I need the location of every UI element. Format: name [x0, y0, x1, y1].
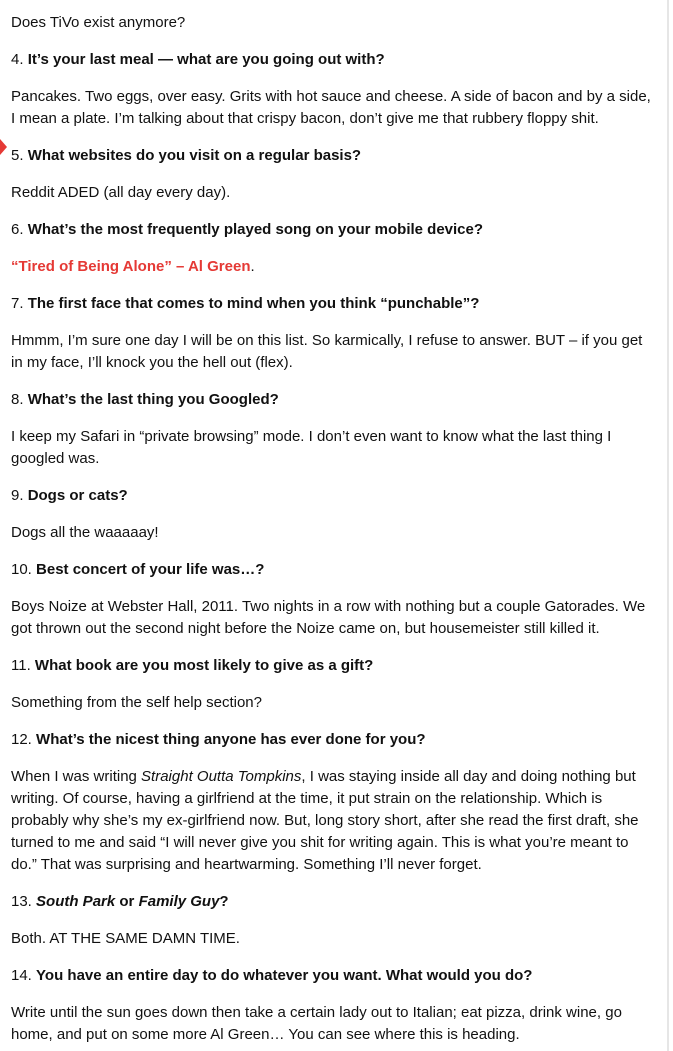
- answer-6: “Tired of Being Alone” – Al Green.: [11, 258, 255, 275]
- answer-9: Dogs all the waaaaay!: [11, 524, 159, 541]
- answer-7: Hmmm, I’m sure one day I will be on this list. So karmically, I refuse to answer. BUT – if you get in my face, I’ll knock you the hell out (flex).: [11, 332, 643, 371]
- question-6: 6. What’s the most frequently played song on your mobile device?: [11, 221, 484, 238]
- question-8: 8. What’s the last thing you Googled?: [11, 391, 279, 408]
- answer-14: Write until the sun goes down then take a certain lady out to Italian; eat pizza, drink wine, go home, and put on some more Al Green… You can see where this is heading.: [11, 1004, 622, 1043]
- question-9: 9. Dogs or cats?: [11, 487, 128, 504]
- song-link[interactable]: “Tired of Being Alone” – Al Green: [11, 258, 251, 275]
- question-14: 14. You have an entire day to do whatever you want. What would you do?: [11, 967, 533, 984]
- question-10: 10. Best concert of your life was…?: [11, 561, 265, 578]
- red-marker-icon: [0, 139, 7, 155]
- question-12: 12. What’s the nicest thing anyone has ever done for you?: [11, 731, 426, 748]
- answer-10: Boys Noize at Webster Hall, 2011. Two nights in a row with nothing but a couple Gatorades. We got thrown out the second night before the Noize came on, but housemeister still killed it.: [11, 598, 646, 637]
- question-5: 5. What websites do you visit on a regular basis?: [11, 147, 362, 164]
- question-11: 11. What book are you most likely to give as a gift?: [11, 657, 374, 674]
- answer-5: Reddit ADED (all day every day).: [11, 184, 231, 201]
- answer-11: Something from the self help section?: [11, 694, 262, 711]
- answer-3: Does TiVo exist anymore?: [11, 14, 186, 31]
- answer-13: Both. AT THE SAME DAMN TIME.: [11, 930, 240, 947]
- answer-12: When I was writing Straight Outta Tompkins, I was staying inside all day and doing nothing but writing. Of course, having a girlfriend at the time, it put strain on the relationship. Which is probably why she’s my ex-girlfriend now. But, long story short, after she read the first draft, she turned to me and said “I will never give you shit for writing again. This is what you’re meant to do.” That was surprising and heartwarming. Something I’ll never forget.: [11, 768, 639, 873]
- question-4: 4. It’s your last meal — what are you going out with?: [11, 51, 385, 68]
- question-13: 13. South Park or Family Guy?: [11, 893, 229, 910]
- answer-8: I keep my Safari in “private browsing” mode. I don’t even want to know what the last thing I googled was.: [11, 428, 612, 467]
- book-title: Straight Outta Tompkins: [141, 768, 302, 785]
- answer-4: Pancakes. Two eggs, over easy. Grits with hot sauce and cheese. A side of bacon and by a side, I mean a plate. I’m talking about that crispy bacon, don’t give me that rubbery floppy shit.: [11, 88, 651, 127]
- question-7: 7. The first face that comes to mind when you think “punchable”?: [11, 295, 480, 312]
